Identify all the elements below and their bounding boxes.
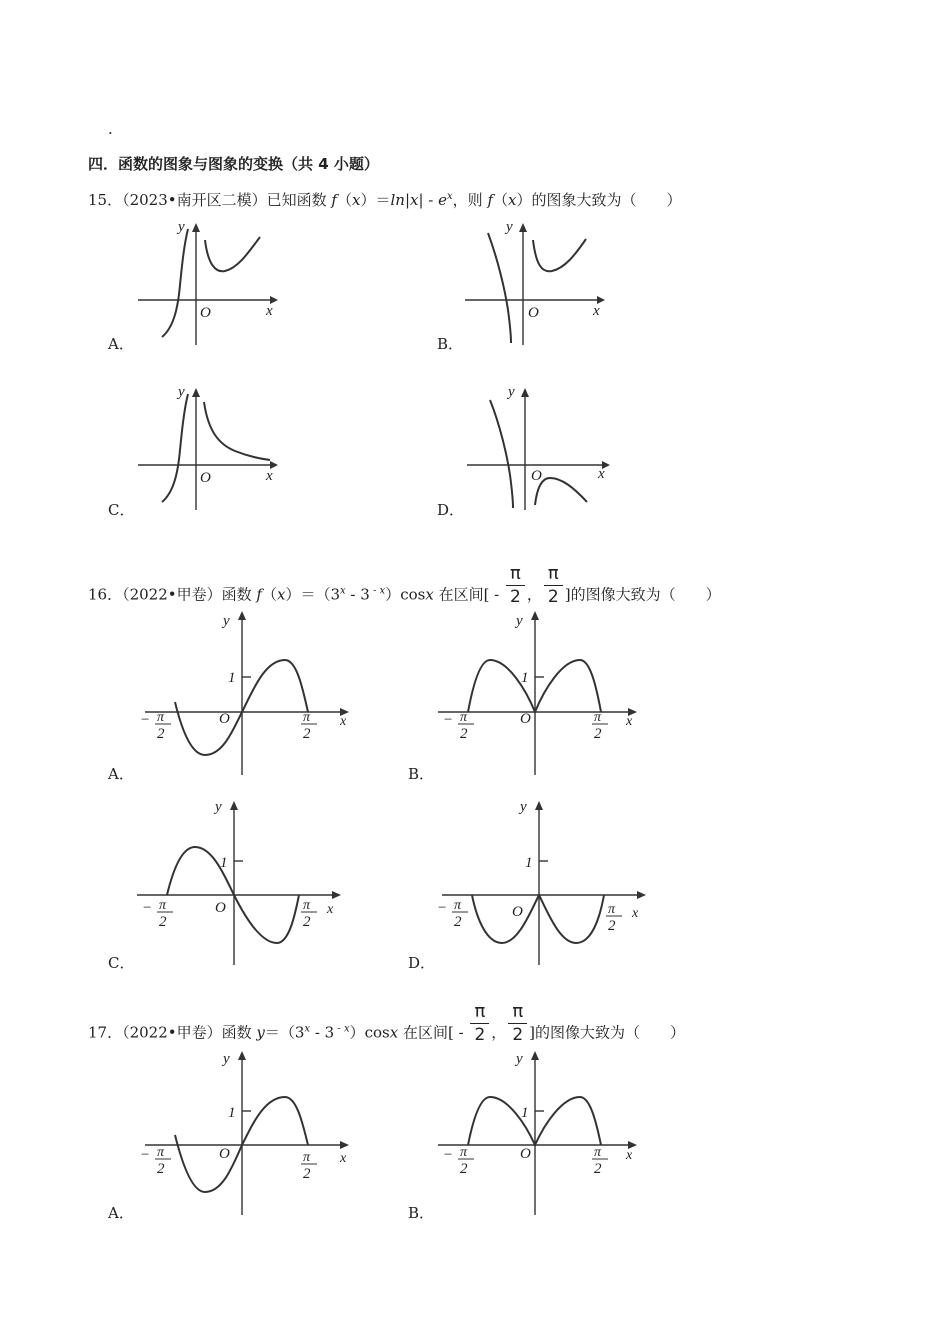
q16-option-d-label[interactable]: D．: [408, 954, 436, 972]
svg-text:π: π: [594, 1145, 602, 1160]
question-17-stem: 17．（2022•甲卷）函数 $y=(3^x - 3$ $^{- x}$）cosx 在区间[ - $\frac{\pi}{2}$ ， $\frac{\pi}{2}$ ]的图像大致为（ ）: [88, 1001, 686, 1045]
svg-text:π: π: [460, 710, 468, 725]
q17-graph-a: [135, 1045, 360, 1220]
svg-text:x: x: [593, 303, 600, 319]
svg-text:2: 2: [460, 726, 468, 742]
q15-option-a-label[interactable]: A．: [108, 335, 134, 353]
q16-option-b-label[interactable]: B．: [408, 765, 435, 783]
svg-text:2: 2: [303, 1166, 311, 1182]
svg-text:2: 2: [303, 914, 311, 930]
q15-option-d-label[interactable]: D．: [437, 501, 465, 519]
q15-graph-c: [130, 380, 290, 515]
svg-text:y: y: [178, 219, 185, 235]
q16-graph-c: [127, 795, 352, 970]
svg-text:x: x: [598, 466, 605, 482]
svg-text:O: O: [531, 468, 542, 484]
q16-option-c-label[interactable]: C．: [108, 954, 135, 972]
question-16-stem: 16．（2022•甲卷）函数 $f(x)=(3^x - 3$ $^{- x}$）cosx 在区间[ - $\frac{\pi}{2}$ ， $\frac{\pi}{2}$ ]的图像大致为（ ）: [88, 563, 721, 607]
svg-text:y: y: [506, 219, 513, 235]
question-15-stem: 15．（2023•南开区二模）已知函数 $f(x)=\ln|x| - e^x$，则 f（x）的图象大致为（ ）: [88, 191, 682, 209]
svg-text:2: 2: [159, 914, 167, 930]
svg-text:O: O: [528, 305, 539, 321]
q16-option-a-label[interactable]: A．: [108, 765, 134, 783]
svg-text:y: y: [516, 613, 523, 629]
svg-text:π: π: [454, 898, 462, 913]
q15-graph-b: [460, 215, 620, 350]
svg-text:π: π: [157, 710, 165, 725]
svg-text:O: O: [219, 711, 230, 727]
svg-text:−: −: [140, 712, 151, 728]
svg-text:π: π: [159, 898, 167, 913]
svg-text:x: x: [632, 906, 639, 921]
svg-text:x: x: [626, 714, 633, 729]
svg-text:O: O: [512, 904, 523, 920]
svg-text:x: x: [340, 1151, 347, 1166]
svg-text:O: O: [215, 900, 226, 916]
fraction-pi-over-2: $\frac{\pi}{2}$: [506, 563, 525, 608]
svg-text:O: O: [200, 470, 211, 486]
svg-text:1: 1: [525, 855, 533, 871]
svg-text:2: 2: [157, 726, 165, 742]
svg-text:y: y: [516, 1051, 523, 1067]
svg-text:π: π: [460, 1145, 468, 1160]
svg-text:1: 1: [521, 670, 529, 686]
svg-text:2: 2: [454, 914, 462, 930]
svg-text:π: π: [303, 1150, 311, 1165]
svg-text:1: 1: [228, 1105, 236, 1121]
svg-text:y: y: [178, 384, 185, 400]
fraction-pi-over-2: $\frac{\pi}{2}$: [508, 1001, 527, 1046]
svg-text:x: x: [340, 714, 347, 729]
svg-text:π: π: [608, 902, 616, 917]
svg-text:y: y: [223, 613, 230, 629]
q15-option-b-label[interactable]: B．: [437, 335, 464, 353]
svg-text:y: y: [215, 799, 222, 815]
section-heading: 四．函数的图象与图象的变换（共 4 小题）: [88, 155, 379, 173]
svg-text:y: y: [223, 1051, 230, 1067]
fraction-pi-over-2: $\frac{\pi}{2}$: [544, 563, 563, 608]
stray-dot: .: [108, 120, 113, 138]
svg-text:O: O: [219, 1146, 230, 1162]
svg-text:2: 2: [303, 726, 311, 742]
q17-option-a-label[interactable]: A．: [108, 1204, 134, 1222]
svg-text:x: x: [626, 1148, 633, 1163]
svg-text:−: −: [140, 1147, 151, 1163]
q16-graph-b: [428, 605, 653, 780]
svg-text:y: y: [520, 799, 527, 815]
svg-text:O: O: [520, 1146, 531, 1162]
q15-graph-a: [130, 215, 290, 350]
svg-text:−: −: [443, 1147, 454, 1163]
svg-text:x: x: [266, 303, 273, 319]
svg-text:O: O: [520, 711, 531, 727]
svg-text:2: 2: [594, 1161, 602, 1177]
svg-text:2: 2: [608, 918, 616, 934]
q16-graph-d: [432, 795, 657, 970]
svg-text:π: π: [594, 710, 602, 725]
q17-graph-b: [428, 1045, 653, 1220]
svg-text:2: 2: [594, 726, 602, 742]
q15-graph-d: [462, 380, 622, 515]
svg-text:2: 2: [460, 1161, 468, 1177]
svg-text:π: π: [303, 710, 311, 725]
svg-text:1: 1: [521, 1105, 529, 1121]
svg-text:π: π: [157, 1145, 165, 1160]
svg-text:1: 1: [228, 670, 236, 686]
q16-graph-a: [135, 605, 360, 780]
svg-text:2: 2: [157, 1161, 165, 1177]
q17-option-b-label[interactable]: B．: [408, 1204, 435, 1222]
svg-text:−: −: [443, 712, 454, 728]
svg-text:1: 1: [220, 855, 228, 871]
svg-text:−: −: [437, 900, 448, 916]
fraction-pi-over-2: $\frac{\pi}{2}$: [470, 1001, 489, 1046]
svg-text:−: −: [142, 900, 153, 916]
svg-text:π: π: [303, 898, 311, 913]
svg-text:O: O: [200, 305, 211, 321]
q15-option-c-label[interactable]: C．: [108, 501, 135, 519]
svg-text:x: x: [327, 902, 334, 917]
svg-text:y: y: [508, 384, 515, 400]
svg-text:x: x: [266, 468, 273, 484]
